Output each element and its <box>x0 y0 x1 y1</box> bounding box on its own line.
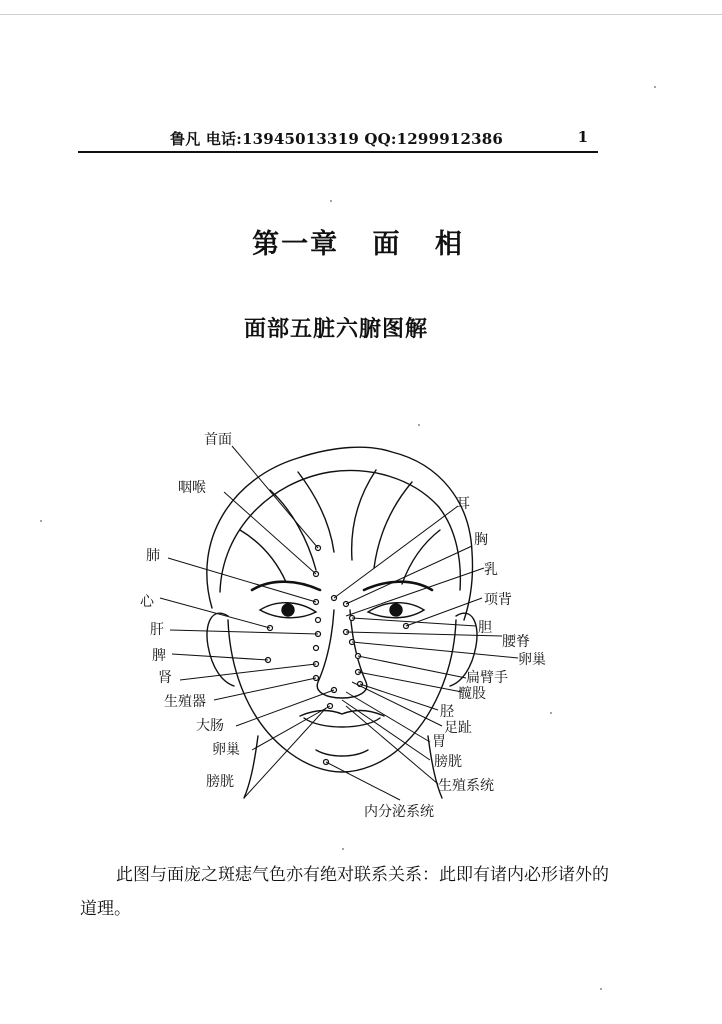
header-contact: 鲁凡 电话:13945013319 QQ:1299912386 <box>170 130 504 148</box>
label-pangguang-right: 膀胱 <box>434 754 462 770</box>
label-dan: 胆 <box>478 620 492 636</box>
label-ru: 乳 <box>484 562 498 578</box>
label-jing: 胫 <box>440 704 454 720</box>
label-yaoji: 腰脊 <box>502 634 530 650</box>
label-gan: 肝 <box>150 622 164 638</box>
body-paragraph: 此图与面庞之斑痣气色亦有绝对联系关系：此即有诸内必形诸外的道理。 <box>80 865 609 919</box>
face-organ-diagram <box>120 420 560 840</box>
scan-speck <box>418 424 420 426</box>
scan-speck <box>600 988 602 990</box>
label-er: 耳 <box>456 496 470 512</box>
face-illustration <box>120 420 560 840</box>
label-xiangbei: 项背 <box>484 592 512 608</box>
label-wei: 胃 <box>432 734 446 750</box>
label-luanchao-right: 卵巢 <box>518 652 546 668</box>
page-header <box>78 126 598 150</box>
label-neifenmi: 内分泌系统 <box>364 804 434 820</box>
label-shengzhixitong: 生殖系统 <box>438 778 494 794</box>
label-yanhou: 咽喉 <box>178 480 206 496</box>
scan-speck <box>342 848 344 850</box>
label-pi: 脾 <box>152 648 166 664</box>
label-xin: 心 <box>140 594 154 610</box>
label-xiong: 胸 <box>474 532 488 548</box>
label-shoumian: 首面 <box>204 432 232 448</box>
label-kuangu: 髋股 <box>458 686 486 702</box>
label-shengzhiqi: 生殖器 <box>164 694 206 710</box>
label-zuzhi: 足趾 <box>444 720 472 736</box>
scan-speck <box>654 86 656 88</box>
label-shen: 肾 <box>158 670 172 686</box>
scan-speck <box>330 200 332 202</box>
section-title: 面部五脏六腑图解 <box>243 316 428 342</box>
label-fei: 肺 <box>146 548 160 564</box>
header-rule <box>78 151 598 153</box>
label-dachang: 大肠 <box>196 718 224 734</box>
label-pangguang-left: 膀胱 <box>206 774 234 790</box>
label-jianbishou: 扁臂手 <box>466 670 508 686</box>
scan-speck <box>40 520 42 522</box>
page-number: 1 <box>577 128 588 146</box>
scan-speck <box>550 712 552 714</box>
scan-edge-line <box>0 14 722 15</box>
label-luanchao-left: 卵巢 <box>212 742 240 758</box>
chapter-title: 第一章 面 相 <box>252 229 464 260</box>
